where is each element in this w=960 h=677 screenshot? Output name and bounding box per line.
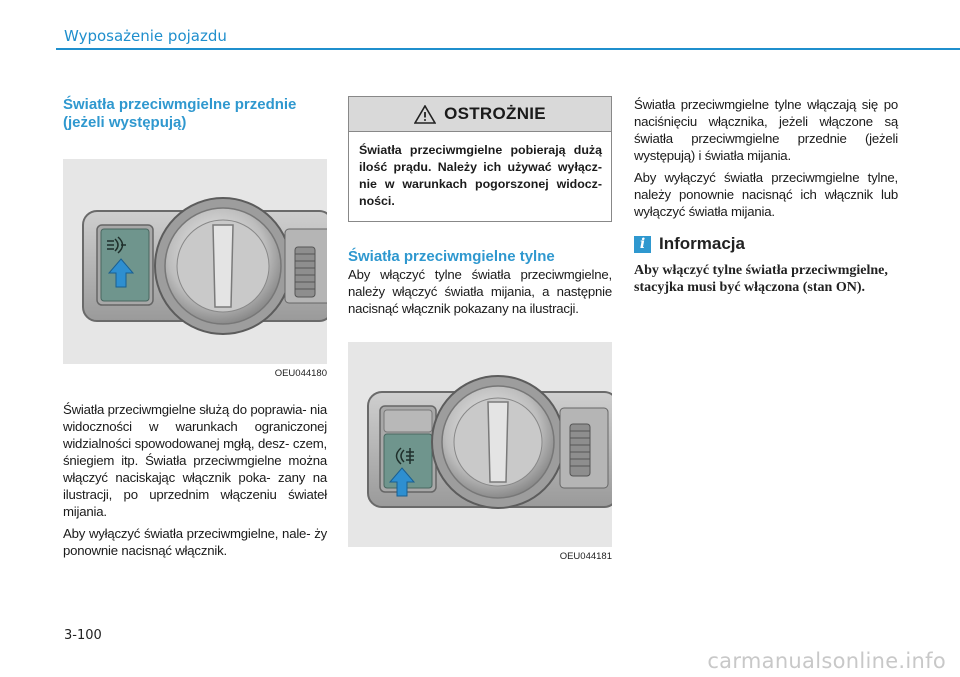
rear-fog-heading: Światła przeciwmgielne tylne: [348, 248, 555, 265]
front-fog-heading: Światła przeciwmgielne przednie (jeżeli występują): [63, 96, 297, 131]
watermark: carmanualsonline.info: [707, 649, 946, 673]
front-fog-switch-illustration: [63, 159, 327, 364]
rear-fog-switch-illustration: [348, 342, 612, 547]
page-number: 3-100: [64, 628, 102, 643]
section-title: Wyposażenie pojazdu: [64, 27, 227, 45]
front-fog-off-instruction: Aby wyłączyć światła przeciwmgielne, nale- ży ponownie nacisnąć włącznik.: [63, 526, 327, 558]
figure-code-rear: OEU044181: [559, 551, 612, 562]
header-divider: [56, 48, 960, 50]
rear-fog-switch-drawing: [348, 342, 612, 547]
rear-fog-off-instruction: Aby wyłączyć światła przeciwmgielne tylne, należy ponownie nacisnąć ich włącznik lub wyłączyć światła mijania.: [634, 170, 898, 219]
column-rear-fog-continued: [634, 96, 898, 296]
warning-triangle-icon: [414, 105, 436, 124]
caution-box: [348, 96, 612, 222]
front-fog-switch-drawing: [63, 159, 327, 364]
rear-fog-instruction: Aby włączyć tylne światła przeciwmgielne, należy włączyć światła mijania, a następnie nacisnąć włącznik pokazany na ilustracji.: [348, 267, 612, 316]
info-header: [634, 234, 898, 254]
front-fog-description: Światła przeciwmgielne służą do poprawia- nia widoczności w warunkach ograniczonej widzialności spowodowanej mgłą, desz- czem, śniegiem itp. Światła przeciwmgielne można włączyć naciskając włącznik poka- zany na ilustracji, po uprzednim włączeniu świateł mijania.: [63, 402, 327, 519]
info-title: Informacja: [659, 234, 745, 253]
info-text: Aby włączyć tylne światła przeciwmgielne, stacyjka musi być włączona (stan ON).: [634, 263, 888, 295]
caution-header: [349, 97, 611, 132]
column-rear-fog: [348, 96, 612, 562]
caution-text: Światła przeciwmgielne pobierają dużą ilość prądu. Należy ich używać wyłącz- nie w warunkach pogorszonej widocz- ności.: [359, 143, 602, 208]
caution-title: OSTROŻNIE: [444, 104, 546, 123]
figure-code-front: OEU044180: [274, 368, 327, 379]
info-icon: i: [634, 236, 651, 253]
column-front-fog: [63, 96, 327, 564]
rear-fog-behavior: Światła przeciwmgielne tylne włączają się po naciśnięciu włącznika, jeżeli włączone są światła przeciwmgielne przednie (jeżeli występują) i światła mijania.: [634, 97, 898, 163]
